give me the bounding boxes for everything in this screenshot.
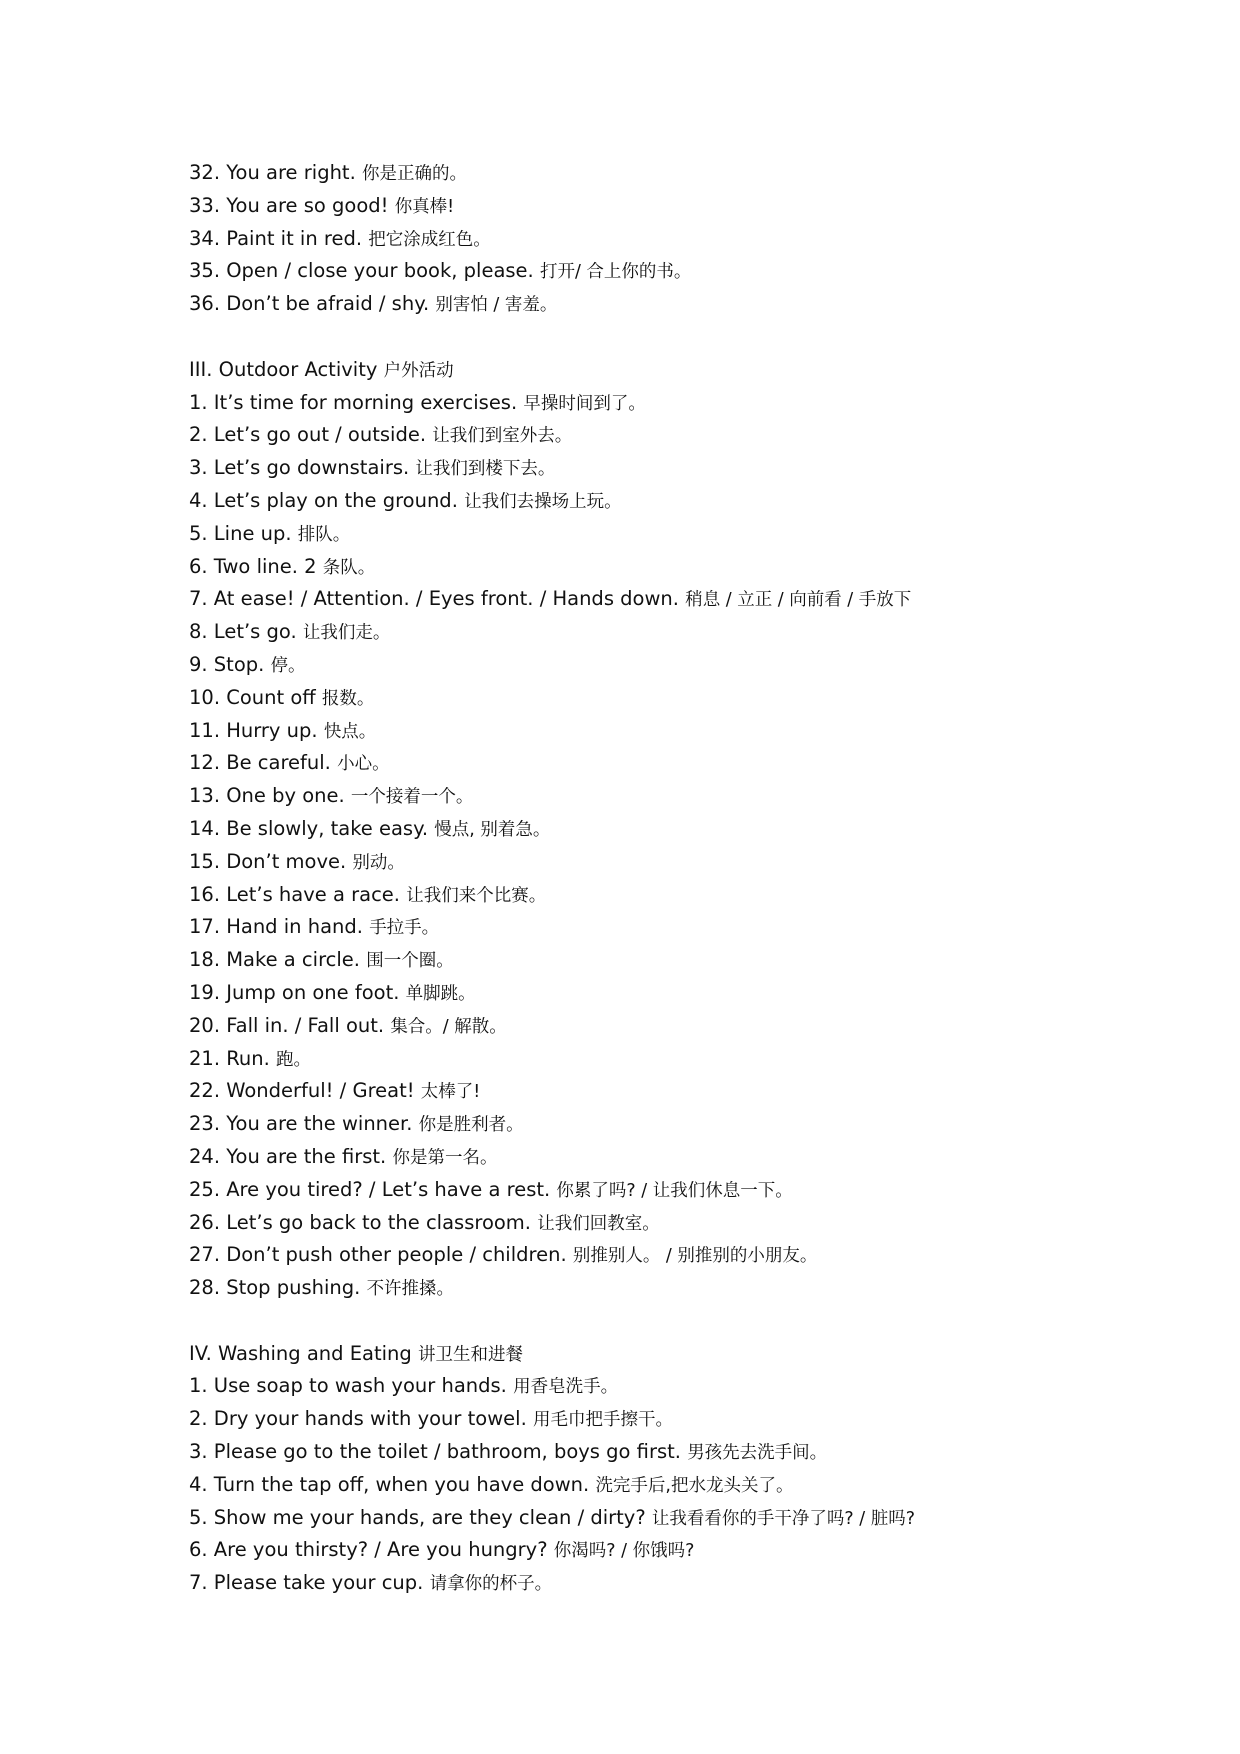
phrase-item — [189, 1272, 1189, 1305]
phrase-english: 26. Let’s go back to the classroom. — [189, 1210, 532, 1234]
phrase-item — [189, 190, 1189, 223]
phrase-english: 21. Run. — [189, 1046, 270, 1070]
phrase-chinese: 你累了吗? / 让我们休息一下。 — [556, 1180, 793, 1201]
phrase-english: 13. One by one. — [189, 784, 345, 808]
heading-english: III. Outdoor Activity — [189, 357, 378, 381]
phrase-chinese: 洗完手后,把水龙头关了。 — [595, 1475, 794, 1496]
phrase-item — [189, 1141, 1189, 1174]
phrase-chinese: 让我们来个比赛。 — [406, 885, 547, 906]
phrase-english: 22. Wonderful! / Great! — [189, 1079, 415, 1103]
heading-chinese: 讲卫生和进餐 — [418, 1344, 523, 1365]
phrase-item — [189, 1207, 1189, 1240]
phrase-item — [189, 1174, 1189, 1207]
phrase-chinese: 让我们到室外去。 — [432, 426, 573, 447]
phrase-chinese: 让我们走。 — [302, 623, 391, 644]
phrase-english: 3. Please go to the toilet / bathroom, boys go first. — [189, 1440, 681, 1464]
phrase-chinese: 你渴吗? / 你饿吗? — [553, 1541, 695, 1562]
phrase-item — [189, 419, 1189, 452]
phrase-english: 32. You are right. — [189, 161, 356, 184]
phrase-item — [189, 255, 1189, 288]
phrase-english: 3. Let’s go downstairs. — [189, 456, 410, 480]
phrase-chinese: 别推别人。 / 别推别的小朋友。 — [572, 1246, 818, 1267]
phrase-item — [189, 518, 1189, 551]
phrase-item — [189, 846, 1189, 879]
phrase-english: 4. Turn the tap off, when you have down. — [189, 1472, 590, 1496]
phrase-english: 17. Hand in hand. — [189, 915, 363, 939]
phrase-item — [189, 1534, 1189, 1567]
phrase-english: 35. Open / close your book, please. — [189, 259, 534, 283]
phrase-english: 14. Be slowly, take easy. — [189, 816, 429, 840]
phrase-english: 23. You are the winner. — [189, 1112, 413, 1136]
phrase-english: 25. Are you tired? / Let’s have a rest. — [189, 1177, 551, 1201]
phrase-item — [189, 288, 1189, 321]
phrase-english: 27. Don’t push other people / children. — [189, 1243, 567, 1267]
section-heading — [189, 354, 1189, 387]
phrase-item — [189, 747, 1189, 780]
section-spacer — [189, 321, 1189, 354]
phrase-english: 16. Let’s have a race. — [189, 882, 401, 906]
phrase-english: 1. Use soap to wash your hands. — [189, 1374, 507, 1398]
phrase-chinese: 你是第一名。 — [392, 1147, 498, 1168]
phrase-chinese: 把它涂成红色。 — [368, 229, 491, 250]
phrase-english: 18. Make a circle. — [189, 948, 360, 972]
phrase-item — [189, 1469, 1189, 1502]
phrase-english: 34. Paint it in red. — [189, 226, 363, 250]
phrase-english: 6. Two line. 2 — [189, 554, 317, 578]
phrase-item — [189, 1403, 1189, 1436]
phrase-chinese: 让我们去操场上玩。 — [464, 491, 622, 512]
phrase-chinese: 单脚跳。 — [405, 983, 476, 1004]
phrase-item — [189, 780, 1189, 813]
phrase-chinese: 手拉手。 — [369, 918, 440, 939]
phrase-english: 10. Count off — [189, 685, 316, 709]
phrase-item — [189, 485, 1189, 518]
heading-chinese: 户外活动 — [383, 360, 454, 381]
phrase-item — [189, 879, 1189, 912]
phrase-chinese: 报数。 — [321, 688, 375, 709]
phrase-english: 8. Let’s go. — [189, 620, 297, 644]
phrase-english: 36. Don’t be afraid / shy. — [189, 292, 430, 316]
phrase-item — [189, 1436, 1189, 1469]
phrase-item — [189, 387, 1189, 420]
phrase-english: 15. Don’t move. — [189, 849, 347, 873]
section-heading — [189, 1338, 1189, 1371]
phrase-english: 4. Let’s play on the ground. — [189, 488, 458, 512]
phrase-item — [189, 911, 1189, 944]
phrase-chinese: 排队。 — [297, 524, 351, 545]
phrase-chinese: 请拿你的杯子。 — [429, 1574, 553, 1595]
phrase-english: 5. Line up. — [189, 521, 292, 545]
phrase-item — [189, 583, 1189, 616]
phrase-english: 2. Dry your hands with your towel. — [189, 1407, 527, 1431]
phrase-chinese: 条队。 — [322, 557, 376, 578]
phrase-item — [189, 1567, 1189, 1600]
phrase-chinese: 别动。 — [352, 852, 405, 873]
phrase-chinese: 你是正确的。 — [361, 164, 467, 184]
phrase-chinese: 打开/ 合上你的书。 — [539, 262, 692, 283]
phrase-english: 11. Hurry up. — [189, 718, 318, 742]
document-page — [189, 157, 1189, 1600]
phrase-english: 9. Stop. — [189, 652, 265, 676]
phrase-item — [189, 223, 1189, 256]
phrase-chinese: 早操时间到了。 — [523, 393, 646, 414]
phrase-english: 19. Jump on one foot. — [189, 980, 400, 1004]
section-spacer — [189, 1305, 1189, 1338]
phrase-item — [189, 1370, 1189, 1403]
phrase-chinese: 太棒了! — [420, 1082, 481, 1103]
phrase-chinese: 用香皂洗手。 — [513, 1377, 619, 1398]
phrase-item — [189, 1239, 1189, 1272]
phrase-item — [189, 682, 1189, 715]
phrase-chinese: 不许推搡。 — [366, 1279, 455, 1300]
phrase-item — [189, 157, 1189, 190]
phrase-item — [189, 1108, 1189, 1141]
phrase-item — [189, 977, 1189, 1010]
phrase-english: 2. Let’s go out / outside. — [189, 423, 427, 447]
phrase-item — [189, 616, 1189, 649]
phrase-item — [189, 452, 1189, 485]
phrase-chinese: 让我们到楼下去。 — [415, 459, 556, 480]
phrase-item — [189, 649, 1189, 682]
phrase-item — [189, 715, 1189, 748]
phrase-english: 7. Please take your cup. — [189, 1571, 424, 1595]
heading-english: IV. Washing and Eating — [189, 1341, 412, 1365]
phrase-chinese: 稍息 / 立正 / 向前看 / 手放下 — [685, 590, 912, 611]
phrase-english: 20. Fall in. / Fall out. — [189, 1013, 385, 1037]
phrase-chinese: 停。 — [270, 655, 306, 676]
phrase-item — [189, 551, 1189, 584]
phrase-english: 12. Be careful. — [189, 751, 331, 775]
phrase-item — [189, 813, 1189, 846]
phrase-chinese: 男孩先去洗手间。 — [687, 1443, 828, 1464]
phrase-item — [189, 1010, 1189, 1043]
phrase-item — [189, 1043, 1189, 1076]
phrase-chinese: 跑。 — [276, 1049, 312, 1070]
phrase-english: 24. You are the first. — [189, 1144, 387, 1168]
phrase-english: 6. Are you thirsty? / Are you hungry? — [189, 1538, 548, 1562]
phrase-english: 5. Show me your hands, are they clean / dirty? — [189, 1505, 646, 1529]
phrase-english: 1. It’s time for morning exercises. — [189, 390, 518, 414]
phrase-chinese: 让我看看你的手干净了吗? / 脏吗? — [651, 1508, 916, 1529]
phrase-item — [189, 1502, 1189, 1535]
phrase-chinese: 别害怕 / 害羞。 — [435, 295, 558, 316]
phrase-chinese: 用毛巾把手擦干。 — [532, 1410, 673, 1431]
phrase-english: 7. At ease! / Attention. / Eyes front. / Hands down. — [189, 587, 679, 611]
phrase-english: 28. Stop pushing. — [189, 1276, 361, 1300]
phrase-chinese: 集合。/ 解散。 — [390, 1016, 507, 1037]
phrase-chinese: 你真棒! — [394, 196, 455, 217]
phrase-chinese: 围一个圈。 — [366, 951, 454, 972]
phrase-chinese: 慢点, 别着急。 — [434, 819, 551, 840]
phrase-chinese: 让我们回教室。 — [537, 1213, 660, 1234]
phrase-chinese: 你是胜利者。 — [418, 1115, 524, 1136]
phrase-chinese: 小心。 — [337, 754, 390, 775]
phrase-chinese: 一个接着一个。 — [350, 787, 474, 808]
phrase-chinese: 快点。 — [323, 721, 377, 742]
phrase-english: 33. You are so good! — [189, 193, 389, 217]
phrase-item — [189, 944, 1189, 977]
phrase-item — [189, 1075, 1189, 1108]
